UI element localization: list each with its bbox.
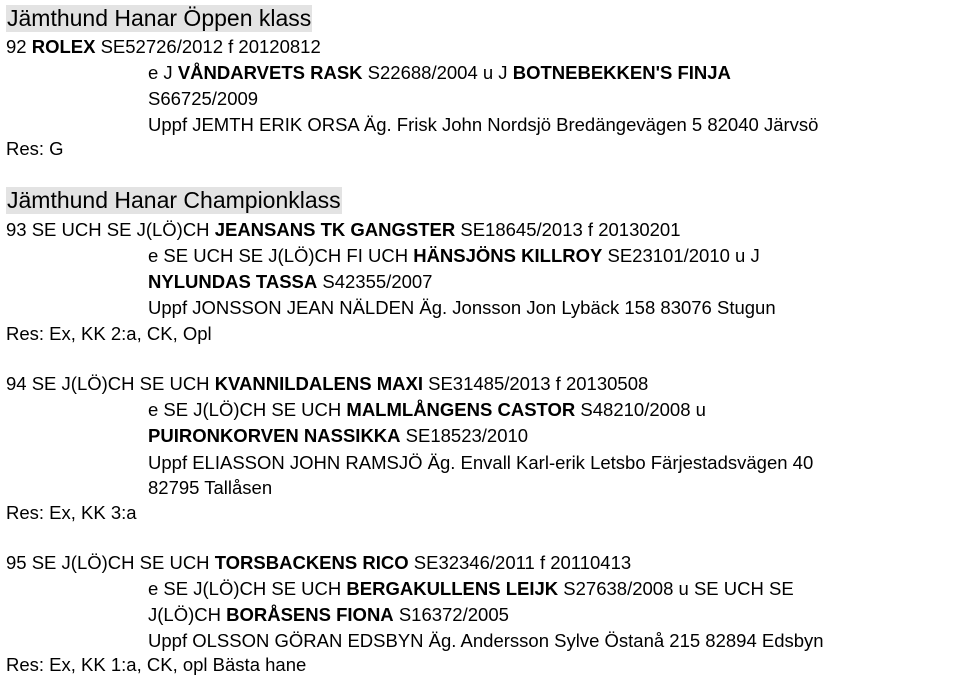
sire-reg-dam-prefix: S48210/2008 u (580, 399, 706, 420)
dam-name: NYLUNDAS TASSA (148, 271, 318, 292)
entry-93-header (6, 218, 681, 242)
entry-number: 94 (6, 373, 27, 394)
title-prefix: SE J(LÖ)CH SE UCH (31, 373, 210, 394)
dam-title-continued: J(LÖ)CH (148, 604, 221, 625)
dam-registration: SE18523/2010 (405, 425, 529, 446)
entry-93-parents (148, 244, 760, 268)
dam-name: BOTNEBEKKEN'S FINJA (512, 62, 731, 83)
registration-birth: SE32346/2011 f 20110413 (413, 552, 632, 573)
sire-name: MALMLÅNGENS CASTOR (346, 399, 576, 420)
sire-reg-dam-prefix: SE23101/2010 u J (607, 245, 760, 266)
dam-registration: S16372/2005 (398, 604, 509, 625)
dam-name: PUIRONKORVEN NASSIKKA (148, 425, 401, 446)
sire-reg-dam-prefix: S27638/2008 u SE UCH SE (563, 578, 794, 599)
breeder-owner-continued: 82795 Tallåsen (148, 477, 273, 498)
dog-name: ROLEX (31, 36, 96, 57)
entry-number: 93 (6, 219, 27, 240)
section-heading-open-class: Jämthund Hanar Öppen klass (7, 5, 312, 31)
sire-prefix: e J (148, 62, 173, 83)
title-prefix: SE J(LÖ)CH SE UCH (31, 552, 210, 573)
entry-93-dam (148, 270, 432, 294)
sire-name: VÅNDARVETS RASK (177, 62, 363, 83)
result: Res: Ex, KK 1:a, CK, opl Bästa hane (6, 654, 307, 675)
title-prefix: SE UCH SE J(LÖ)CH (31, 219, 210, 240)
entry-94-dam (148, 424, 528, 448)
registration-birth: SE18645/2013 f 20130201 (460, 219, 681, 240)
breeder-owner: Uppf JONSSON JEAN NÄLDEN Äg. Jonsson Jon Lybäck 158 83076 Stugun (148, 297, 776, 318)
dam-registration: S66725/2009 (148, 88, 259, 109)
sire-name: BERGAKULLENS LEIJK (346, 578, 559, 599)
dog-name: KVANNILDALENS MAXI (214, 373, 423, 394)
entry-95-dam (148, 603, 509, 627)
sire-prefix: e SE UCH SE J(LÖ)CH FI UCH (148, 245, 409, 266)
entry-95-header (6, 551, 631, 575)
dog-name: JEANSANS TK GANGSTER (214, 219, 456, 240)
dam-registration: S42355/2007 (322, 271, 433, 292)
breeder-owner: Uppf JEMTH ERIK ORSA Äg. Frisk John Nordsjö Bredängevägen 5 82040 Järvsö (148, 114, 819, 135)
dog-name: TORSBACKENS RICO (214, 552, 409, 573)
sire-prefix: e SE J(LÖ)CH SE UCH (148, 578, 342, 599)
entry-94-parents (148, 398, 706, 422)
breeder-owner: Uppf OLSSON GÖRAN EDSBYN Äg. Andersson Sylve Östanå 215 82894 Edsbyn (148, 630, 824, 651)
entry-number: 95 (6, 552, 27, 573)
sire-reg-dam-prefix: S22688/2004 u J (367, 62, 508, 83)
registration-birth: SE52726/2012 f 20120812 (100, 36, 321, 57)
result: Res: Ex, KK 3:a (6, 502, 137, 523)
result: Res: Ex, KK 2:a, CK, Opl (6, 323, 212, 344)
registration-birth: SE31485/2013 f 20130508 (428, 373, 649, 394)
sire-name: HÄNSJÖNS KILLROY (413, 245, 603, 266)
entry-95-parents (148, 577, 794, 601)
section-heading-champion-class: Jämthund Hanar Championklass (7, 187, 341, 213)
breeder-owner: Uppf ELIASSON JOHN RAMSJÖ Äg. Envall Karl-erik Letsbo Färjestadsvägen 40 (148, 452, 814, 473)
entry-92-header (6, 35, 321, 59)
sire-prefix: e SE J(LÖ)CH SE UCH (148, 399, 342, 420)
entry-number: 92 (6, 36, 27, 57)
dam-name: BORÅSENS FIONA (226, 604, 394, 625)
result: Res: G (6, 138, 64, 159)
entry-92-parents (148, 61, 731, 85)
entry-94-header (6, 372, 648, 396)
